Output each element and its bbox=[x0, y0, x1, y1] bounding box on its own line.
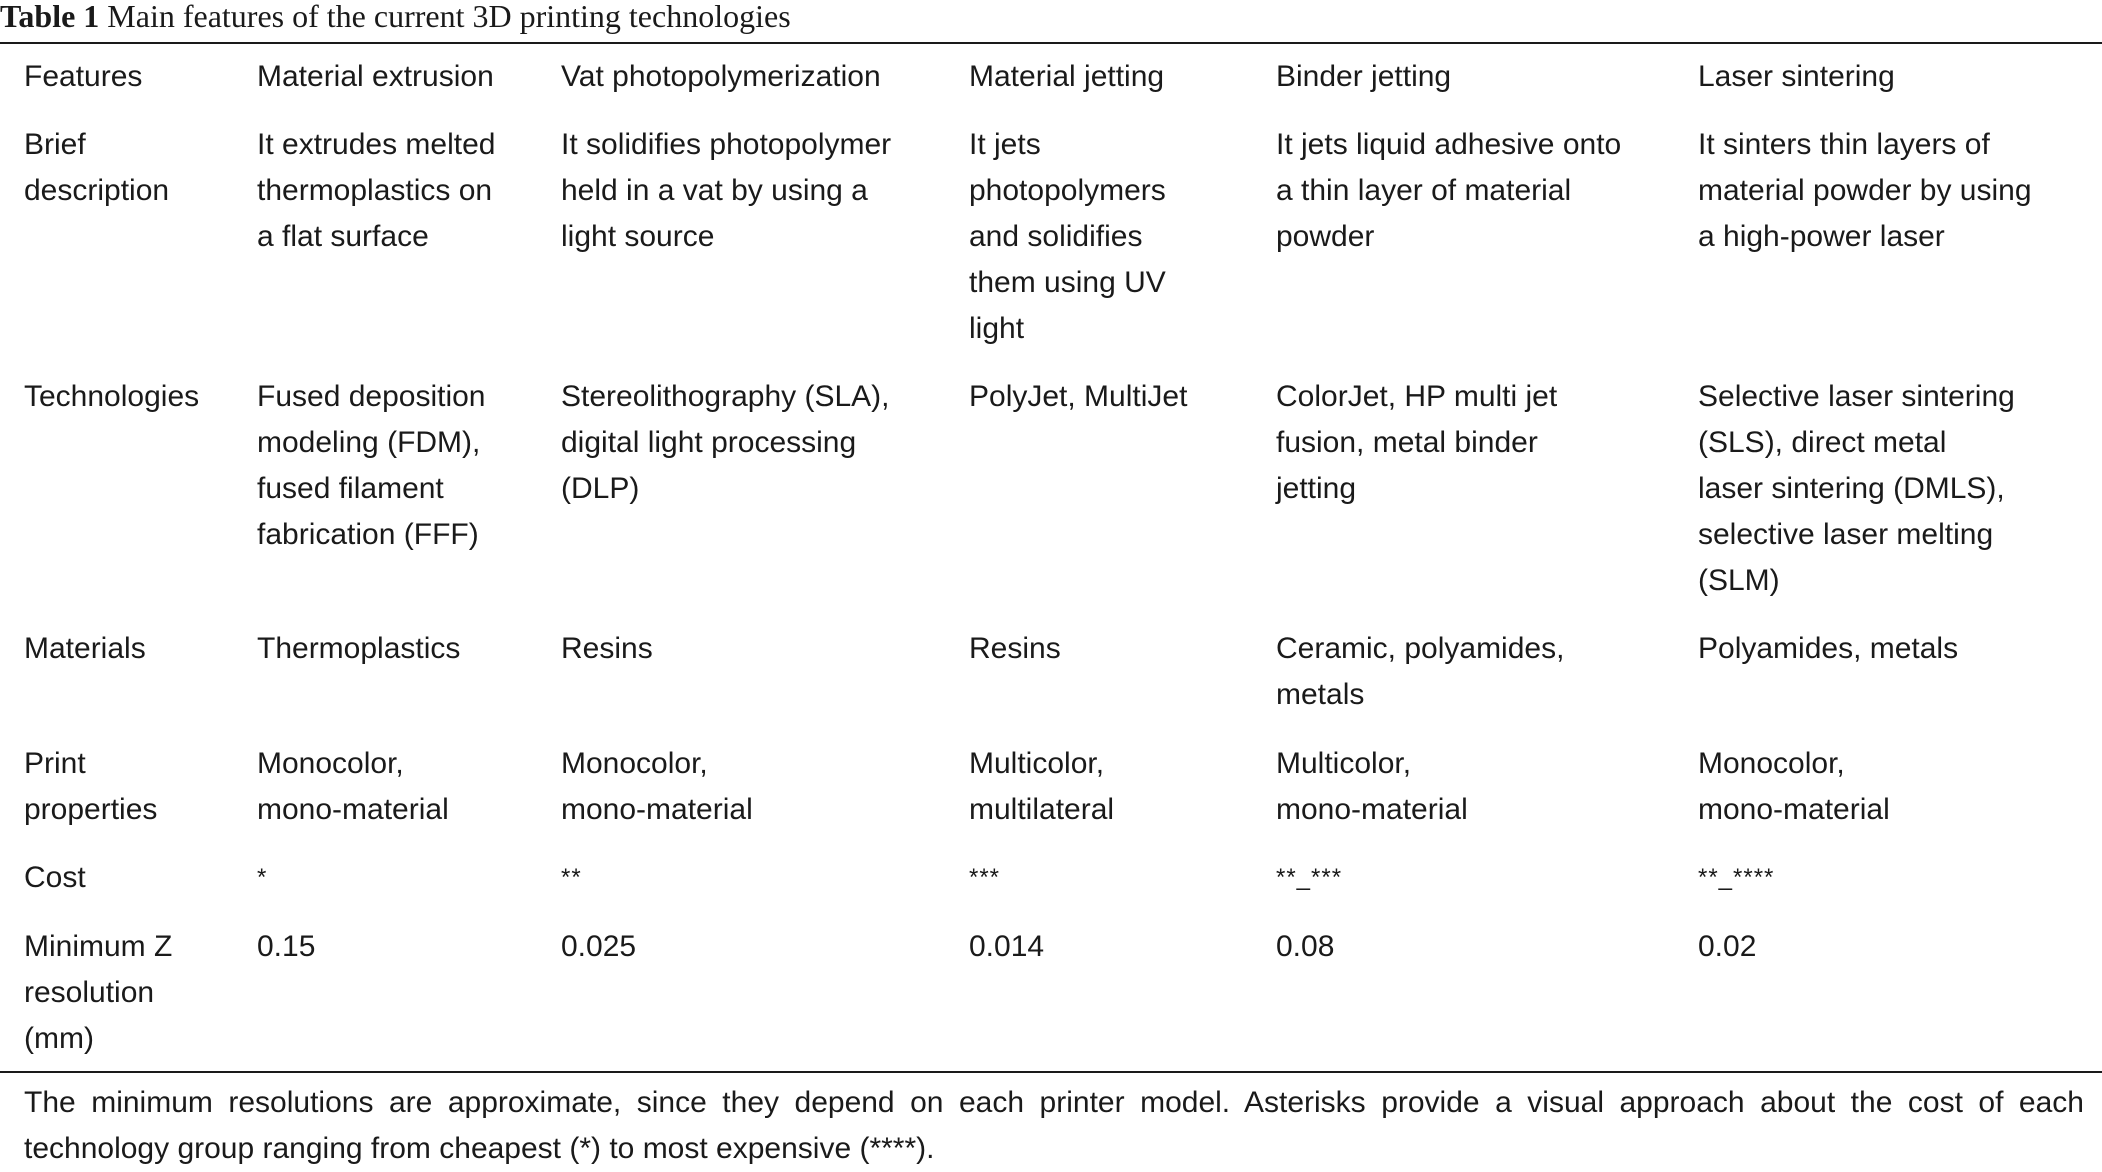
table-cell: It solidifies photopolymer held in a vat by using a light source bbox=[561, 128, 892, 253]
header-material-extrusion: Material extrusion bbox=[257, 60, 494, 93]
table-cell: Ceramic, polyamides, metals bbox=[1276, 632, 1565, 711]
table-cell: Resins bbox=[969, 632, 1061, 665]
table-cell: Monocolor, mono-material bbox=[1698, 747, 1890, 826]
table-top-rule bbox=[0, 42, 2102, 44]
table-cell: Polyamides, metals bbox=[1698, 632, 1959, 665]
header-material-jetting: Material jetting bbox=[969, 60, 1165, 93]
table-cell: Multicolor, mono-material bbox=[1276, 747, 1468, 826]
table-cell: ColorJet, HP multi jet fusion, metal binder jetting bbox=[1276, 380, 1558, 505]
table-cell: Monocolor, mono-material bbox=[561, 747, 753, 826]
table-cell: Resins bbox=[561, 632, 653, 665]
table-cell: 0.014 bbox=[969, 930, 1045, 963]
row-label: Minimum Z resolution (mm) bbox=[24, 930, 173, 1055]
cost-rating: **_**** bbox=[1698, 864, 1775, 891]
table-cell: 0.08 bbox=[1276, 930, 1335, 963]
cost-rating: **_*** bbox=[1276, 864, 1343, 891]
cost-rating: ** bbox=[561, 864, 582, 891]
row-label: Technologies bbox=[24, 380, 200, 413]
table-cell: Stereolithography (SLA), digital light processing (DLP) bbox=[561, 380, 890, 505]
table-cell: It jets liquid adhesive onto a thin layer of material powder bbox=[1276, 128, 1622, 253]
cost-rating: * bbox=[257, 864, 268, 891]
header-laser-sintering: Laser sintering bbox=[1698, 60, 1895, 93]
table-cell: Thermoplastics bbox=[257, 632, 461, 665]
table-cell: 0.025 bbox=[561, 930, 637, 963]
table-cell: It jets photopolymers and solidifies them using UV light bbox=[969, 128, 1166, 345]
header-binder-jetting: Binder jetting bbox=[1276, 60, 1452, 93]
table-caption-label: Table 1 bbox=[0, 0, 100, 34]
table-cell: It extrudes melted thermoplastics on a flat surface bbox=[257, 128, 496, 253]
header-vat-photopolymerization: Vat photopolymerization bbox=[561, 60, 881, 93]
table-cell: Multicolor, multilateral bbox=[969, 747, 1115, 826]
table-cell: 0.15 bbox=[257, 930, 316, 963]
table-cell: Fused deposition modeling (FDM), fused filament fabrication (FFF) bbox=[257, 380, 486, 551]
table-cell: Monocolor, mono-material bbox=[257, 747, 449, 826]
table-caption-title: Main features of the current 3D printing technologies bbox=[107, 0, 791, 34]
table-cell: 0.02 bbox=[1698, 930, 1757, 963]
table-cell: PolyJet, MultiJet bbox=[969, 380, 1188, 413]
header-features: Features bbox=[24, 60, 143, 93]
row-label: Materials bbox=[24, 632, 146, 665]
table-caption bbox=[0, 0, 791, 38]
table-bottom-rule bbox=[0, 1071, 2102, 1073]
cost-rating: *** bbox=[969, 864, 1001, 891]
table-cell: It sinters thin layers of material powder by using a high-power laser bbox=[1698, 128, 2032, 253]
table-cell: Selective laser sintering (SLS), direct metal laser sintering (DMLS), selective laser melting (SLM) bbox=[1698, 380, 2015, 597]
row-label: Brief description bbox=[24, 128, 170, 207]
row-label: Cost bbox=[24, 861, 86, 894]
row-label: Print properties bbox=[24, 747, 158, 826]
table-footnote: The minimum resolutions are approximate, since they depend on each printer model. Asterisks provide a visual approach about the cost of each technology group ranging from cheapest (*) to most expensive (****). bbox=[24, 1086, 2084, 1165]
